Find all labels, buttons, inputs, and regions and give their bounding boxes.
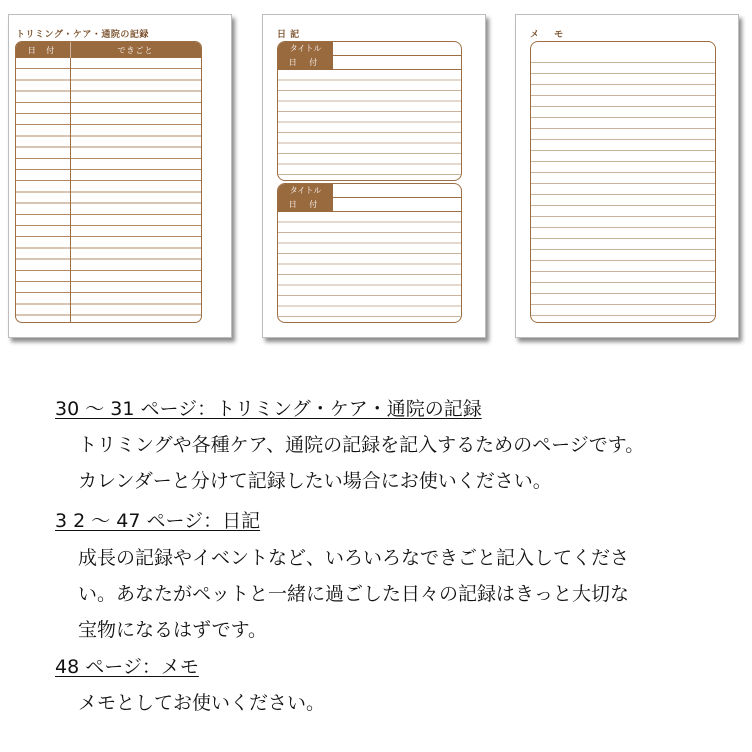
section-text-line: 成長の記録やイベントなど、いろいろなできごと記入してくださ (78, 547, 630, 569)
section-text-line: メモとしてお使いください。 (78, 692, 326, 714)
diary-header-rule (333, 55, 461, 56)
memo-ruled-box (530, 41, 716, 323)
memo-lines (531, 52, 715, 322)
diary-header-rule (333, 197, 461, 198)
diary-date-label: 日 付 (288, 58, 323, 67)
memo-page-thumbnail (515, 14, 739, 338)
diary-page-thumbnail (262, 14, 486, 338)
section-heading-diary: 3 2 ～ 47 ページ：日記 (55, 510, 261, 532)
diary-entry-box (277, 183, 462, 323)
section-text-line: い。あなたがペットと一緒に過ごした日々の記録はきっと大切な (78, 583, 630, 605)
trimming-record-table (15, 41, 202, 323)
diary-entry-header (278, 184, 333, 212)
section-text-line: カレンダーと分けて記録したい場合にお使いください。 (78, 470, 552, 492)
diary-entry-lines (278, 70, 461, 180)
diary-date-label: 日 付 (288, 200, 323, 209)
diary-title-label: タイトル (289, 44, 322, 53)
trimming-table-rows (16, 58, 201, 322)
section-heading-trimming: 30 ～ 31 ページ：トリミング・ケア・通院の記録 (55, 398, 482, 420)
diary-page-title: 日 記 (277, 30, 300, 40)
col-date-header: 日 付 (27, 45, 59, 55)
trimming-page-title: トリミング・ケア・通院の記録 (16, 30, 149, 40)
section-text-line: トリミングや各種ケア、通院の記録を記入するためのページです。 (78, 434, 645, 456)
column-divider (70, 58, 71, 322)
memo-page-title: メ モ (530, 30, 570, 40)
header-column-divider (70, 42, 71, 58)
section-heading-memo: 48 ページ：メモ (55, 656, 199, 678)
diary-entry-lines (278, 212, 461, 322)
diary-entry-header (278, 42, 333, 70)
diary-title-label: タイトル (289, 186, 322, 195)
diary-entry-box (277, 41, 462, 181)
col-event-header: できごと (117, 45, 154, 55)
section-text-line: 宝物になるはずです。 (78, 619, 268, 641)
trimming-record-page-thumbnail (8, 14, 232, 338)
trimming-table-header (16, 42, 201, 58)
